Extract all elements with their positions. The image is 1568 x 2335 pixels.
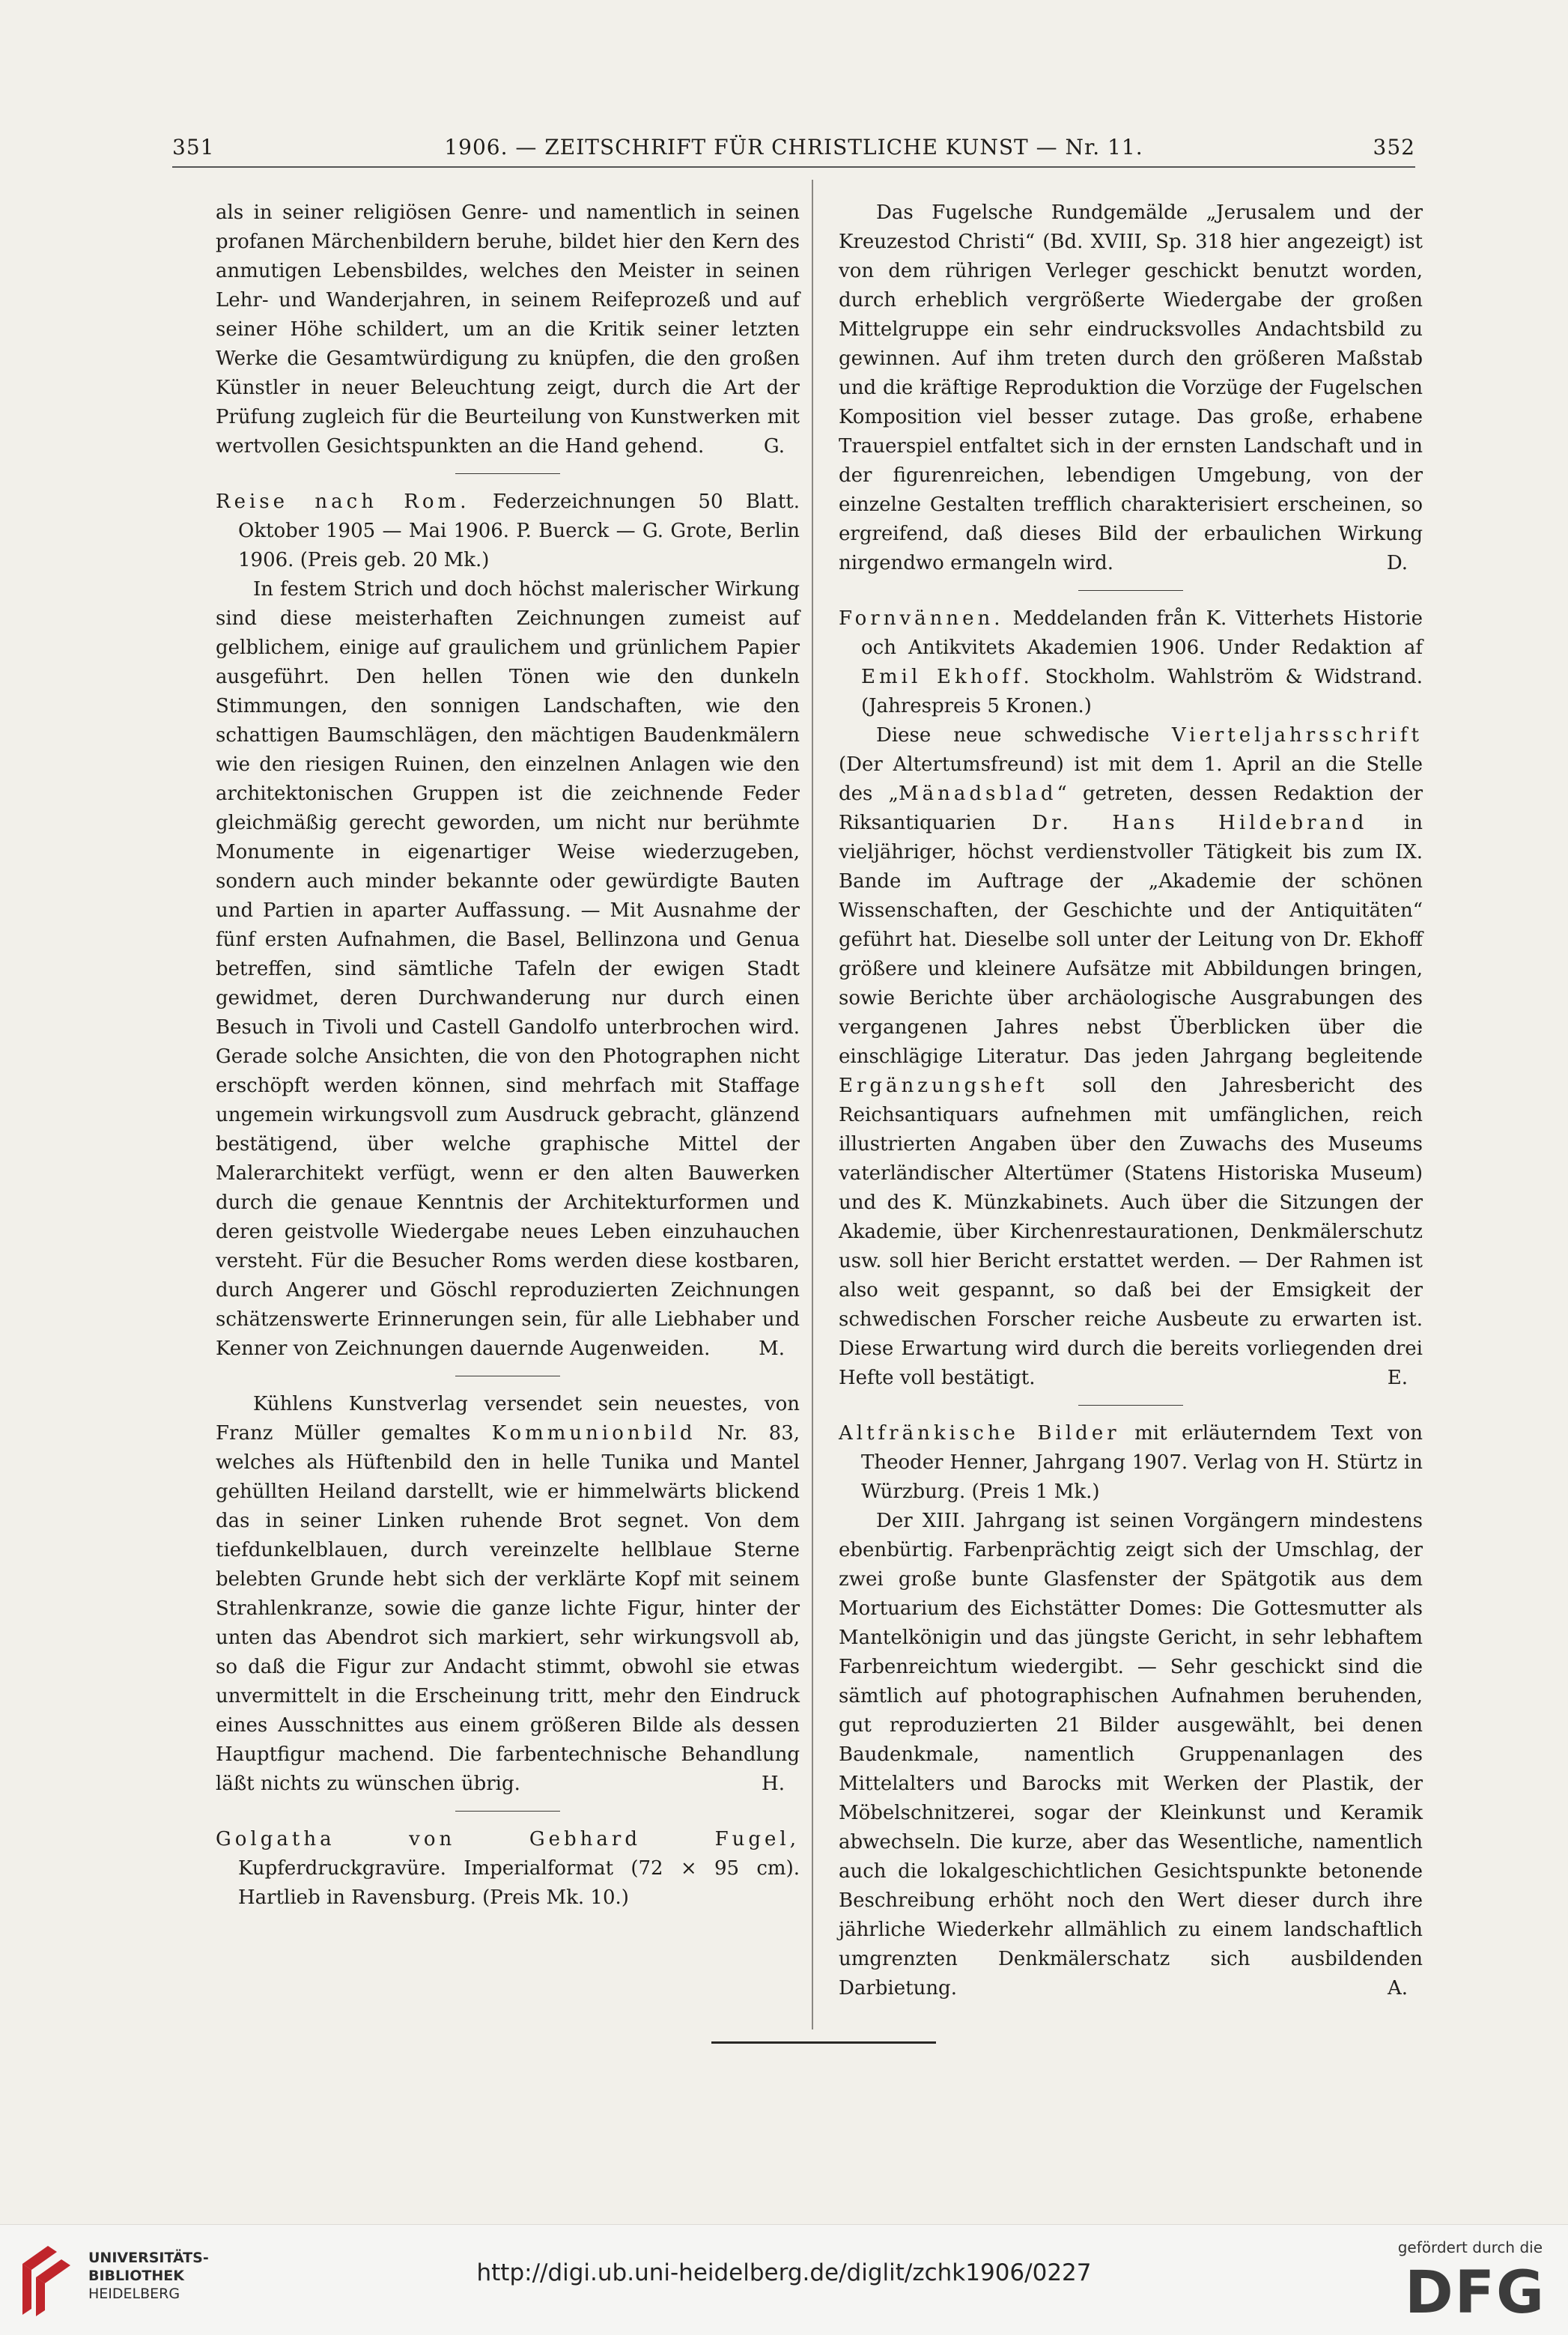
author-initial: D. (1386, 552, 1408, 574)
right-column (839, 198, 1423, 2003)
paragraph: Das Fugelsche Rundgemälde „Jerusalem und der Kreuzestod Christi“ (Bd. XVIII, Sp. 318 hier angezeigt) ist von dem rührigen Verleger geschickt benutzt worden, durch erheblich vergrößerte Wiedergabe der großen Mittelgruppe ein sehr eindrucksvolles Andachtsbild zu gewinnen. Auf ihm treten durch den größeren Maßstab und die kräftige Reproduktion die Vorzüge der Fugelschen Komposition viel besser zutage. Das große, erhabene Trauerspiel entfaltet sich in der ernsten Landschaft und in der figurenreichen, lebendigen Umgebung, von der einzelne Gestalten trefflich charakterisiert erscheinen, so ergreifend, daß dieses Bild der erbaulichen Wirkung nirgendwo ermangeln wird. D. (839, 198, 1423, 578)
section-separator (455, 1811, 560, 1812)
review-title: Reise nach Rom. (216, 491, 470, 513)
journal-running-title: 1906. — ZEITSCHRIFT FÜR CHRISTLICHE KUNST — Nr. 11. (444, 135, 1143, 160)
digitization-footer (0, 2224, 1568, 2335)
paragraph: Diese neue schwedische Vierteljahrsschrift (Der Altertumsfreund) ist mit dem 1. April an die Stelle des „Mänadsblad“ getreten, dessen Redaktion der Riksantiquarien Dr. Hans Hildebrand in vieljähriger, höchst verdienstvoller Tätigkeit bis zum IX. Bande im Auftrage der „Akademie der schönen Wissenschaften, der Geschichte und der Antiquitäten“ geführt hat. Dieselbe soll unter der Leitung von Dr. Ekhoff größere und kleinere Aufsätze mit Abbildungen bringen, sowie Berichte über archäologische Ausgrabungen des vergangenen Jahres nebst Überblicken über die einschlägige Literatur. Das jeden Jahrgang begleitende Ergänzungsheft soll den Jahresbericht des Reichsantiquars aufnehmen mit umfänglichen, reich illustrierten Angaben über den Zuwachs des Museums vaterländischer Altertümer (Statens Historiska Museum) und des K. Münzkabinets. Auch über die Sitzungen der Akademie, über Kirchenrestaurationen, Denkmälerschutz usw. soll hier Bericht erstattet werden. — Der Rahmen ist also weit gespannt, so daß bei der Emsigkeit der schwedischen Forscher reiche Ausbeute zu erwarten ist. Diese Erwartung wird durch die bereits vorliegenden drei Hefte voll bestätigt. E. (839, 721, 1423, 1393)
paragraph: als in seiner religiösen Genre- und namentlich in seinen profanen Märchenbildern beruhe, bildet hier den Kern des anmutigen Lebensbildes, welches den Meister in seinen Lehr- und Wanderjahren, in seinem Reifeprozeß und auf seiner Höhe schildert, um an die Kritik seiner letzten Werke die Gesamtwürdigung zu knüpfen, die den großen Künstler in neuer Beleuchtung zeigt, durch die Art der Prüfung zugleich für die Beurteilung von Kunstwerken mit wertvollen Gesichtspunkten an die Hand gehend. G. (216, 198, 800, 461)
review-heading: Reise nach Rom. Federzeichnungen 50 Blatt. Oktober 1905 — Mai 1906. P. Buerck — G. Grote, Berlin 1906. (Preis geb. 20 Mk.) (216, 491, 800, 571)
paragraph: Der XIII. Jahrgang ist seinen Vorgängern mindestens ebenbürtig. Farbenprächtig zeigt sich der Umschlag, der zwei große bunte Glasfenster der Spätgotik aus dem Mortuarium des Eichstätter Domes: Die Gottesmutter als Mantelkönigin und das jüngste Gericht, in sehr lebhaftem Farbenreichtum wiedergibt. — Sehr geschickt sind die sämtlich auf photographischen Aufnahmen beruhenden, gut reproduzierten 21 Bilder ausgewählt, bei denen Baudenkmale, namentlich Gruppenanlagen des Mittelalters und Barocks mit Werken der Plastik, der Möbelschnitzerei, sogar der Kleinkunst und Keramik abwechseln. Die kurze, aber das Wesentliche, namentlich auch die lokalgeschichtlichen Gesichtspunkte betonende Beschreibung erhöht noch den Wert dieser durch ihre jährliche Wiederkehr allmählich zu einem landschaftlich umgrenzten Denkmälerschatz sich ausbildenden Darbietung. A. (839, 1507, 1423, 2003)
paragraph: In festem Strich und doch höchst malerischer Wirkung sind diese meisterhaften Zeichnungen zumeist auf gelblichem, einige auf graulichem und grünlichem Papier ausgeführt. Den hellen Tönen wie den dunkeln Stimmungen, den sonnigen Landschaften, wie den schattigen Baumschlägen, den mächtigen Baudenkmälern wie den riesigen Ruinen, den einzelnen Anlagen wie den architektonischen Gruppen ist die zeichnende Feder gleichmäßig gerecht geworden, um nicht nur berühmte Monumente in eigenartiger Weise wiederzugeben, sondern auch minder bekannte oder gewürdigte Bauten und Partien in aparter Auffassung. — Mit Ausnahme der fünf ersten Aufnahmen, die Basel, Bellinzona und Genua betreffen, sind sämtliche Tafeln der ewigen Stadt gewidmet, deren Durchwanderung nur durch einen Besuch in Tivoli und Castell Gandolfo unterbrochen wird. Gerade solche Ansichten, die von den Photographen nicht erschöpft werden können, sind mehrfach mit Staffage ungemein wirkungsvoll zum Ausdruck gebracht, glänzend bestätigend, über welche graphische Mittel der Malerarchitekt verfügt, wenn er den alten Bauwerken durch die genaue Kenntnis der Architekturformen und deren geistvolle Wiedergabe neues Leben einzuhauchen versteht. Für die Besucher Roms werden diese kostbaren, durch Angerer und Göschl reproduzierten Zeichnungen schätzenswerte Erinnerungen sein, für alle Liebhaber und Kenner von Zeichnungen dauernde Augenweiden. M. (216, 575, 800, 1364)
review-heading: Golgatha von Gebhard Fugel, Kupferdruckgravüre. Imperialformat (72 × 95 cm). Hartlieb in Ravensburg. (Preis Mk. 10.) (216, 1828, 800, 1909)
author-initial: E. (1387, 1367, 1408, 1389)
author-initial: G. (763, 435, 785, 458)
dfg-logo: DFG (1404, 2259, 1546, 2327)
section-separator (1078, 1405, 1183, 1406)
column-number-left: 351 (172, 135, 215, 160)
section-separator (455, 473, 560, 474)
review-title: Fornvännen. (839, 607, 1004, 630)
author-initial: M. (759, 1337, 785, 1360)
funding-caption: gefördert durch die (1397, 2238, 1543, 2256)
author-initial: A. (1387, 1977, 1408, 2000)
left-column (216, 198, 800, 1913)
review-title: Altfränkische Bilder (839, 1422, 1120, 1445)
review-heading: Fornvännen. Meddelanden från K. Vitterhets Historie och Antikvitets Akademien 1906. Under Redaktion af Emil Ekhoff. Stockholm. Wahlström & Widstrand. (Jahrespreis 5 Kronen.) (839, 607, 1423, 717)
paragraph: Kühlens Kunstverlag versendet sein neuestes, von Franz Müller gemaltes Kommunionbild Nr. 83, welches als Hüftenbild den in helle Tunika und Mantel gehüllten Heiland darstellt, wie er himmelwärts blickend das in seiner Linken ruhende Brot segnet. Von dem tiefdunkelblauen, durch vereinzelte hellblaue Sterne belebten Grunde hebt sich der verklärte Kopf mit seinem Strahlenkranze, sowie die ganze lichte Figur, hinter der unten das Abendrot sich markiert, sehr wirkungsvoll ab, so daß die Figur zur Andacht stimmt, obwohl sie etwas unvermittelt in die Erscheinung tritt, mehr den Eindruck eines Ausschnittes aus einem größeren Bilde als dessen Hauptfigur machend. Die farbentechnische Behandlung läßt nichts zu wünschen übrig. H. (216, 1390, 800, 1799)
column-number-right: 352 (1373, 135, 1415, 160)
column-divider (812, 180, 813, 2029)
author-initial: H. (762, 1773, 785, 1795)
permalink-url[interactable]: http://digi.ub.uni-heidelberg.de/diglit/zchk1906/0227 (476, 2259, 1092, 2286)
review-heading: Altfränkische Bilder mit erläuterndem Text von Theoder Henner, Jahrgang 1907. Verlag von H. Stürtz in Würzburg. (Preis 1 Mk.) (839, 1422, 1423, 1503)
library-name: UNIVERSITÄTS- BIBLIOTHEK HEIDELBERG (88, 2250, 209, 2302)
header-rule (172, 166, 1415, 168)
section-separator (1078, 590, 1183, 591)
end-rule (711, 2041, 936, 2044)
